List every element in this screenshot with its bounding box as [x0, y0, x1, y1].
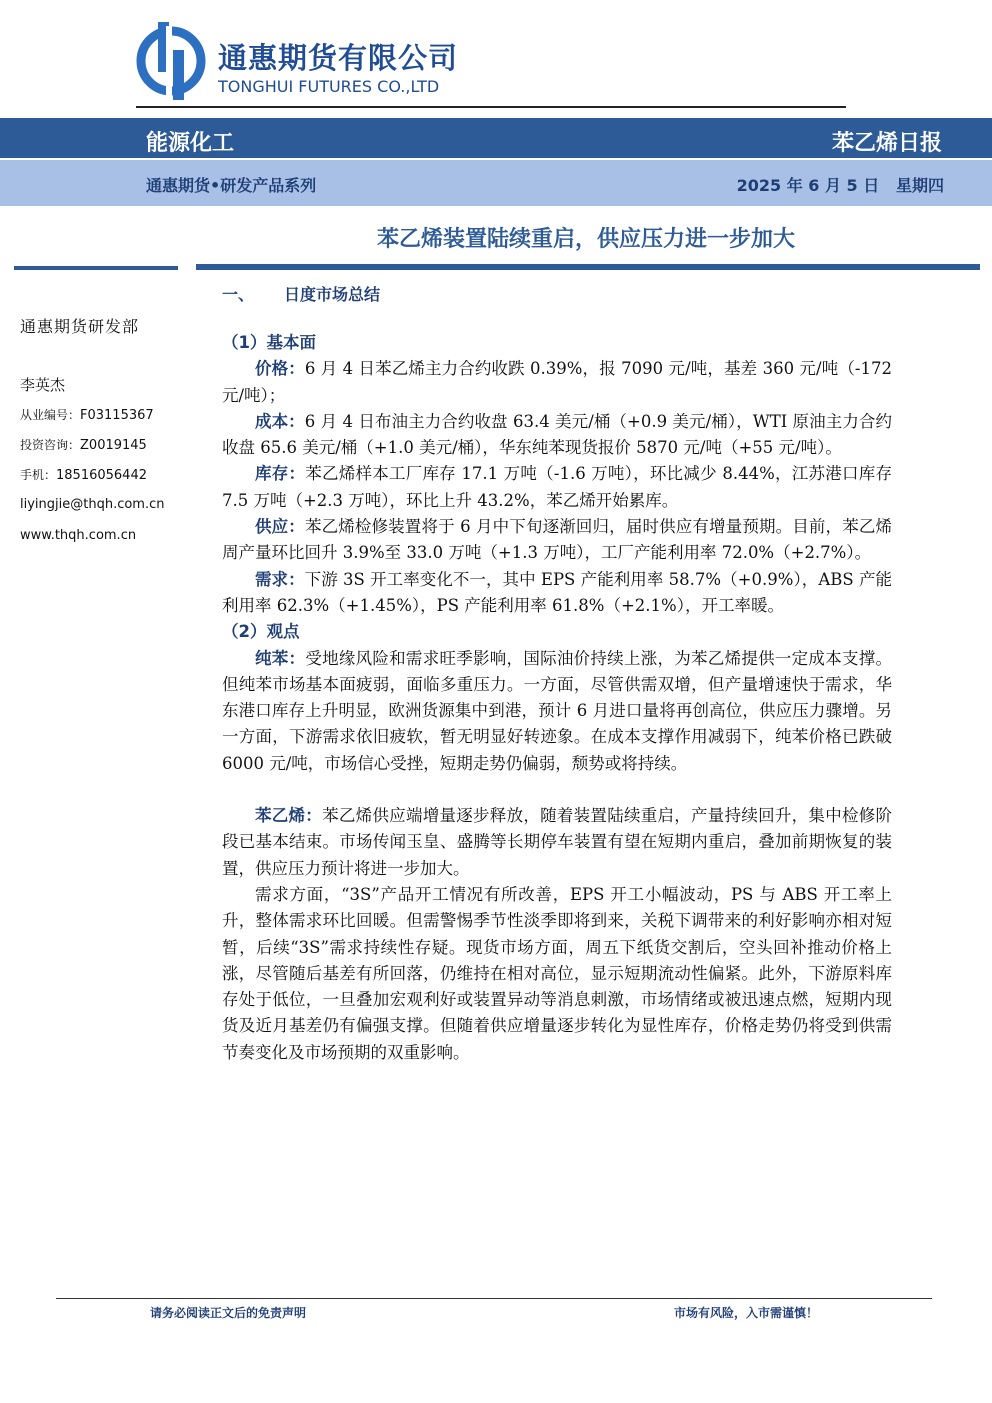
footer-divider [56, 1298, 932, 1299]
report-body [222, 330, 892, 1066]
series-label: 通惠期货•研发产品系列 [146, 176, 317, 195]
sidebar-rule [14, 266, 178, 270]
email-link[interactable]: liyingjie@thqh.com.cn [20, 497, 165, 512]
disclaimer-note: 请务必阅读正文后的免责声明 [150, 1306, 307, 1320]
supply-paragraph: 供应：苯乙烯检修装置将于 6 月中下旬逐渐回归，届时供应有增量预期。目前，苯乙烯周产量环比回升 3.9%至 33.0 万吨（+1.3 万吨），工厂产能利用率 72.0%（+2.7%）。 [222, 517, 892, 563]
license-number: 从业编号：F03115367 [20, 408, 154, 423]
company-logo-icon [136, 22, 206, 100]
styrene-paragraph: 苯乙烯：苯乙烯供应端增量逐步释放，随着装置陆续重启，产量持续回升，集中检修阶段已基本结束。市场传闻玉皇、盛腾等长期停车装置有望在短期内重启，叠加前期恢复的装置，供应压力预计将进一步加大。 [222, 806, 893, 878]
company-name-cn: 通惠期货有限公司 [218, 41, 459, 75]
styrene-demand-paragraph: 需求方面，“3S”产品开工情况有所改善，EPS 开工小幅波动，PS 与 ABS 开工率上升，整体需求环比回暖。但需警惕季节性淡季即将到来，关税下调带来的利好影响亦相对短暂，后续“3S”需求持续性存疑。现货市场方面，周五下纸货交割后，空头回补推动价格上涨，尽管随后基差有所回落，仍维持在相对高位，显示短期流动性偏紧。此外，下游原料库存处于低位，一旦叠加宏观利好或装置异动等消息刺激，市场情绪或被迅速点燃，短期内现货及近月基差仍有偏强支撑。但随着供应增量逐步转化为显性库存，价格走势仍将受到供需节奏变化及市场预期的双重影响。 [222, 884, 892, 1062]
benzene-paragraph: 纯苯：受地缘风险和需求旺季影响，国际油价持续上涨，为苯乙烯提供一定成本支撑。但纯苯市场基本面疲弱，面临多重压力。一方面，尽管供需双增，但产量增速快于需求，华东港口库存上升明显，欧洲货源集中到港，预计 6 月进口量将再创高位，供应压力骤增。另一方面，下游需求依旧疲软，暂无明显好转迹象。在成本支撑作用减弱下，纯苯价格已跌破 6000 元/吨，市场信心受挫，短期走势仍偏弱，颓势或将持续。 [222, 648, 893, 773]
report-name: 苯乙烯日报 [831, 131, 942, 156]
demand-paragraph: 需求：下游 3S 开工率变化不一，其中 EPS 产能利用率 58.7%（+0.9%），ABS 产能利用率 62.3%（+1.45%），PS 产能利用率 61.8%（+2.1%），开工率暖。 [222, 569, 893, 615]
main-rule [196, 264, 980, 270]
website-link[interactable]: www.thqh.com.cn [20, 528, 137, 543]
research-dept: 通惠期货研发部 [20, 317, 140, 336]
subtitle-band [0, 160, 992, 206]
headline: 苯乙烯装置陆续重启，供应压力进一步加大 [376, 227, 795, 252]
risk-note: 市场有风险，入市需谨慎！ [673, 1306, 818, 1320]
paragraph-spacer [222, 777, 892, 803]
inventory-paragraph: 库存：苯乙烯样本工厂库存 17.1 万吨（-1.6 万吨），环比减少 8.44%，江苏港口库存 7.5 万吨（+2.3 万吨），环比上升 43.2%，苯乙烯开始累库。 [222, 464, 892, 510]
analyst-name: 李英杰 [20, 376, 66, 394]
fundamentals-heading: （1）基本面 [222, 333, 316, 352]
price-paragraph: 价格：6 月 4 日苯乙烯主力合约收跌 0.39%，报 7090 元/吨，基差 360 元/吨（-172 元/吨）； [222, 359, 893, 405]
views-heading: （2）观点 [222, 622, 300, 642]
header-divider [136, 106, 846, 108]
cost-paragraph: 成本：6 月 4 日布油主力合约收盘 63.4 美元/桶（+0.9 美元/桶），WTI 原油主力合约收盘 65.6 美元/桶（+1.0 美元/桶），华东纯苯现货报价 5870 元/吨（+55 元/吨）。 [222, 411, 892, 458]
report-date: 2025 年 6 月 5 日 星期四 [736, 176, 944, 195]
sector-label: 能源化工 [146, 131, 235, 156]
phone-number: 手机：18516056442 [20, 468, 147, 483]
company-name-en: TONGHUI FUTURES CO.,LTD [218, 77, 440, 96]
section-title: 一、 日度市场总结 [222, 285, 381, 304]
advisory-number: 投资咨询：Z0019145 [20, 438, 147, 453]
title-band [0, 118, 992, 158]
